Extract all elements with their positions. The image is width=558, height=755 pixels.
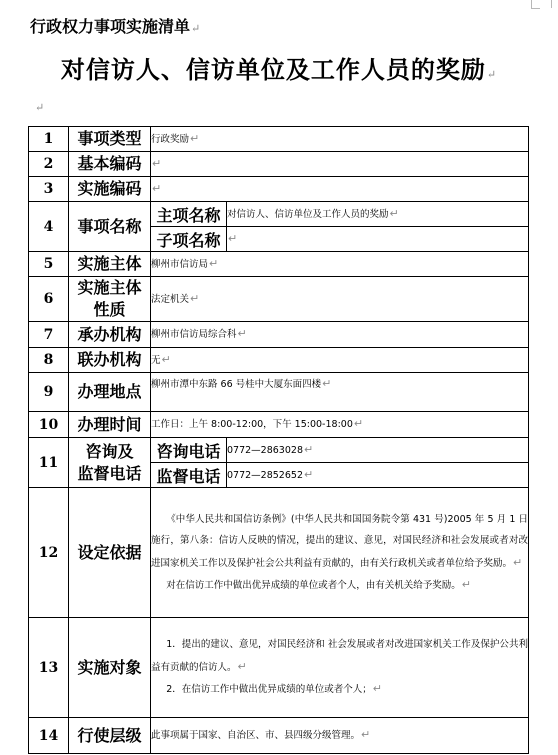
row-number: 9 bbox=[29, 373, 69, 412]
target-text bbox=[151, 618, 529, 718]
table-row bbox=[29, 373, 529, 412]
table-row bbox=[29, 488, 529, 618]
document-heading: 行政权力事项实施清单↵ bbox=[30, 17, 201, 36]
row-number: 13 bbox=[29, 618, 69, 718]
row-label: 办理时间 bbox=[69, 412, 151, 438]
paragraph-mark: ↵ bbox=[486, 68, 498, 81]
row-number: 7 bbox=[29, 322, 69, 348]
table-row bbox=[29, 322, 529, 348]
paragraph-mark: ↵ bbox=[35, 101, 45, 114]
row-label: 实施主体 bbox=[69, 252, 151, 277]
paragraph-mark: ↵ bbox=[191, 22, 201, 35]
table-row bbox=[29, 152, 529, 177]
table-row bbox=[29, 252, 529, 277]
row-value: 无↵ bbox=[151, 348, 529, 373]
table-row bbox=[29, 412, 529, 438]
table-row bbox=[29, 718, 529, 754]
row-label: 实施主体 性质 bbox=[69, 277, 151, 322]
row-label: 行使层级 bbox=[69, 718, 151, 754]
row-value: 工作日：上午 8:00-12:00，下午 15:00-18:00↵ bbox=[151, 412, 529, 438]
consult-phone-value: 0772—2863028↵ bbox=[227, 438, 529, 463]
table-row bbox=[29, 202, 529, 227]
main-item-label: 主项名称 bbox=[151, 202, 227, 227]
row-label: 实施对象 bbox=[69, 618, 151, 718]
row-value: 柳州市信访局综合科↵ bbox=[151, 322, 529, 348]
table-row bbox=[29, 277, 529, 322]
row-label: 设定依据 bbox=[69, 488, 151, 618]
table-row bbox=[29, 618, 529, 718]
legal-basis-paragraph: 对在信访工作中做出优异成绩的单位或者个人，由有关机关给予奖励。↵ bbox=[166, 578, 471, 591]
row-number: 12 bbox=[29, 488, 69, 618]
table-row bbox=[29, 438, 529, 463]
target-paragraph: 2．在信访工作中做出优异成绩的单位或者个人；↵ bbox=[166, 682, 382, 696]
row-number: 3 bbox=[29, 177, 69, 202]
legal-basis-paragraph: 《中华人民共和国信访条例》(中华人民共和国国务院令第 431 号)2005 年 5 月 1 日施行，第八条：信访人反映的情况，提出的建议、意见，对国民经济和社会发展或者对改进国家机关工作以及保护社会公共利益有贡献的，由有关行政机关或者单位给予奖励。↵ bbox=[151, 513, 529, 569]
row-label: 事项名称 bbox=[69, 202, 151, 252]
row-value: 柳州市潭中东路 66 号桂中大厦东面四楼↵ bbox=[151, 373, 529, 412]
row-number: 5 bbox=[29, 252, 69, 277]
row-value: ↵ bbox=[151, 177, 529, 202]
row-number: 11 bbox=[29, 438, 69, 488]
supervise-phone-value: 0772—2852652↵ bbox=[227, 463, 529, 488]
row-label: 咨询及 监督电话 bbox=[69, 438, 151, 488]
row-label: 联办机构 bbox=[69, 348, 151, 373]
legal-basis-text bbox=[151, 488, 529, 618]
row-label: 承办机构 bbox=[69, 322, 151, 348]
row-value: ↵ bbox=[151, 152, 529, 177]
crop-mark bbox=[531, 0, 540, 9]
row-value: 柳州市信访局↵ bbox=[151, 252, 529, 277]
table-row bbox=[29, 348, 529, 373]
row-number: 14 bbox=[29, 718, 69, 754]
row-number: 6 bbox=[29, 277, 69, 322]
target-paragraph: 1．提出的建议、意见，对国民经济和 社会发展或者对改进国家机关工作及保护公共利益有贡献的信访人。↵ bbox=[151, 639, 529, 673]
document-title: 对信访人、信访单位及工作人员的奖励↵ bbox=[60, 55, 498, 84]
row-label: 办理地点 bbox=[69, 373, 151, 412]
row-value: 行政奖励↵ bbox=[151, 127, 529, 152]
row-number: 2 bbox=[29, 152, 69, 177]
row-label: 事项类型 bbox=[69, 127, 151, 152]
row-value: 法定机关↵ bbox=[151, 277, 529, 322]
row-number: 10 bbox=[29, 412, 69, 438]
crop-mark bbox=[551, 0, 552, 8]
consult-phone-label: 咨询电话 bbox=[151, 438, 227, 463]
main-item-value: 对信访人、信访单位及工作人员的奖励↵ bbox=[227, 202, 529, 227]
row-number: 8 bbox=[29, 348, 69, 373]
row-number: 1 bbox=[29, 127, 69, 152]
table-row bbox=[29, 127, 529, 152]
sub-item-value: ↵ bbox=[227, 227, 529, 252]
sub-item-label: 子项名称 bbox=[151, 227, 227, 252]
table-row bbox=[29, 177, 529, 202]
row-label: 实施编码 bbox=[69, 177, 151, 202]
row-value: 此事项属于国家、自治区、市、县四级分级管理。↵ bbox=[151, 718, 529, 754]
power-item-table bbox=[28, 126, 529, 754]
row-number: 4 bbox=[29, 202, 69, 252]
supervise-phone-label: 监督电话 bbox=[151, 463, 227, 488]
row-label: 基本编码 bbox=[69, 152, 151, 177]
